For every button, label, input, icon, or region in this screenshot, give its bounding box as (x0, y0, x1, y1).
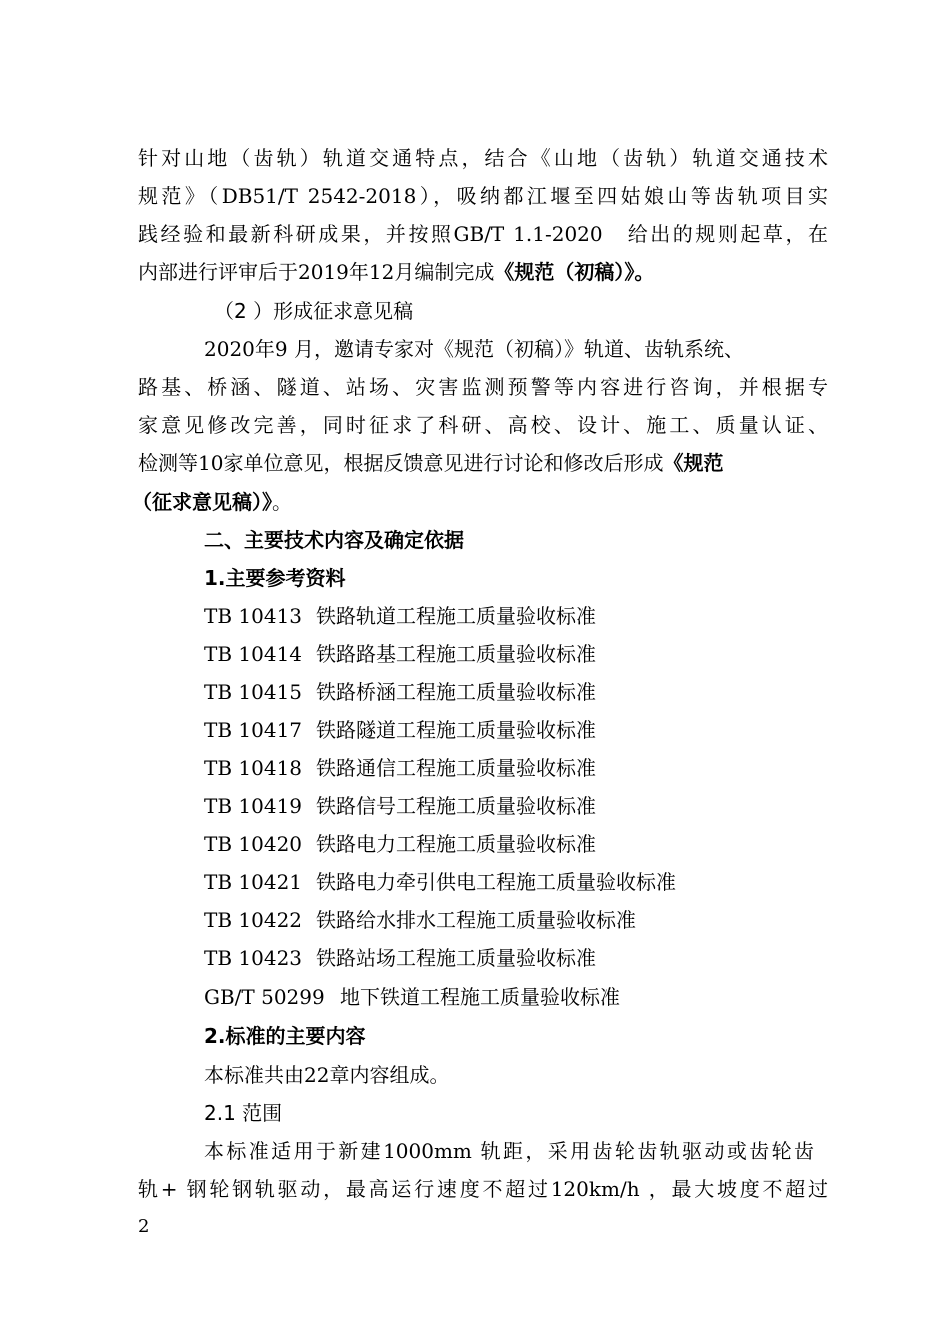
reference-code: TB 10421 (204, 870, 303, 894)
reference-code: TB 10415 (204, 680, 303, 704)
paragraph-line: 路基、桥涵、隧道、站场、灾害监测预警等内容进行咨询，并根据专 (138, 375, 828, 399)
bold-title-span: 《规范（初稿）》。 (494, 260, 655, 284)
bold-title-span: 《规范 (663, 451, 724, 475)
subsection-heading: 1.主要参考资料 (204, 566, 346, 590)
reference-title: 铁路给水排水工程施工质量验收标准 (316, 908, 636, 932)
reference-code: TB 10423 (204, 946, 303, 970)
reference-title: 铁路隧道工程施工质量验收标准 (316, 718, 596, 742)
reference-item (204, 718, 894, 742)
text-span: 。 (272, 490, 292, 514)
reference-item (204, 642, 894, 666)
paragraph-line (132, 490, 822, 514)
paragraph-line: 2020年9 月，邀请专家对《规范（初稿）》轨道、齿轨系统、 (204, 337, 744, 361)
reference-title: 铁路信号工程施工质量验收标准 (316, 794, 596, 818)
reference-title: 铁路电力牵引供电工程施工质量验收标准 (316, 870, 676, 894)
subheading: （2 ）形成征求意见稿 (214, 299, 414, 323)
reference-title: 铁路电力工程施工质量验收标准 (316, 832, 596, 856)
reference-code: TB 10413 (204, 604, 303, 628)
reference-item (204, 908, 894, 932)
paragraph-line: 规范》（DB51/T 2542-2018），吸纳都江堰至四姑娘山等齿轨项目实 (138, 184, 828, 208)
section-heading: 二、主要技术内容及确定依据 (204, 528, 464, 552)
reference-title: 铁路站场工程施工质量验收标准 (316, 946, 596, 970)
reference-title: 铁路路基工程施工质量验收标准 (316, 642, 596, 666)
reference-code: TB 10418 (204, 756, 303, 780)
reference-code: TB 10420 (204, 832, 303, 856)
paragraph-line: 践经验和最新科研成果，并按照GB/T 1.1-2020 给出的规则起草，在 (138, 222, 828, 246)
page-number: 2 (138, 1216, 150, 1237)
reference-item (204, 680, 894, 704)
paragraph-line: 家意见修改完善，同时征求了科研、高校、设计、施工、质量认证、 (138, 413, 828, 437)
text-span: 检测等10家单位意见，根据反馈意见进行讨论和修改后形成 (138, 451, 664, 475)
reference-code: TB 10419 (204, 794, 303, 818)
reference-item (204, 604, 894, 628)
paragraph-line: 轨+ 钢轮钢轨驱动，最高运行速度不超过120km/h ，最大坡度不超过 (138, 1177, 828, 1201)
reference-code: TB 10422 (204, 908, 303, 932)
reference-title: 铁路轨道工程施工质量验收标准 (316, 604, 596, 628)
text-span: 内部进行评审后于2019年12月编制完成 (138, 260, 495, 284)
reference-item (204, 985, 894, 1009)
reference-item (204, 756, 894, 780)
reference-item (204, 832, 894, 856)
reference-code: GB/T 50299 (204, 985, 325, 1009)
reference-item (204, 794, 894, 818)
reference-item (204, 946, 894, 970)
reference-code: TB 10417 (204, 718, 303, 742)
reference-title: 地下铁道工程施工质量验收标准 (340, 985, 620, 1009)
clause-heading: 2.1 范围 (204, 1101, 283, 1125)
paragraph-line (138, 451, 828, 475)
paragraph-line: 针对山地（齿轨）轨道交通特点，结合《山地（齿轨）轨道交通技术 (138, 146, 828, 170)
reference-item (204, 870, 894, 894)
subsection-heading: 2.标准的主要内容 (204, 1024, 366, 1048)
paragraph-line (138, 260, 828, 284)
paragraph-line: 本标准共由22章内容组成。 (204, 1063, 450, 1087)
paragraph-line: 本标准适用于新建1000mm 轨距，采用齿轮齿轨驱动或齿轮齿 (204, 1139, 814, 1163)
reference-code: TB 10414 (204, 642, 303, 666)
reference-title: 铁路桥涵工程施工质量验收标准 (316, 680, 596, 704)
bold-title-span: （征求意见稿）》 (132, 490, 272, 514)
reference-title: 铁路通信工程施工质量验收标准 (316, 756, 596, 780)
